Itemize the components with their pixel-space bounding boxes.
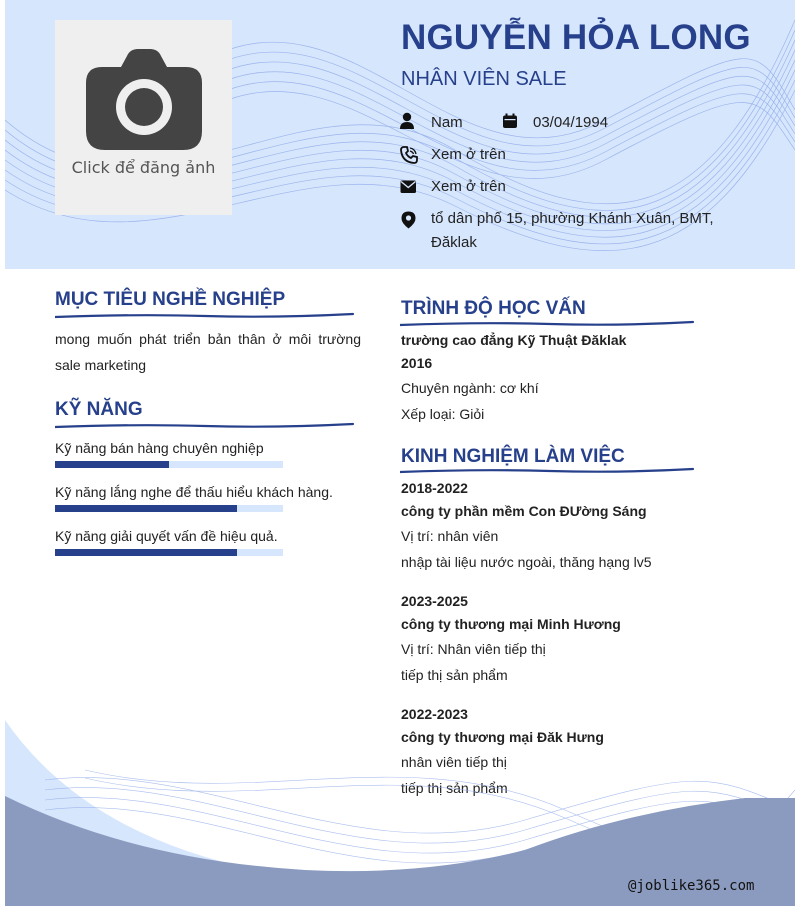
experience-desc: tiếp thị sản phẩm	[401, 780, 508, 796]
experience-role: Vị trí: nhân viên	[401, 528, 499, 544]
experience-period: 2023-2025	[401, 593, 468, 609]
skills-title: KỸ NĂNG	[55, 399, 143, 420]
experience-desc: nhập tài liệu nước ngoài, thăng hạng lv5	[401, 554, 652, 570]
watermark-text: @joblike365.com	[628, 878, 755, 894]
envelope-icon	[400, 180, 417, 194]
photo-upload-label: Click để đăng ảnh	[71, 158, 216, 177]
experience-role: Vị trí: Nhân viên tiếp thị	[401, 641, 546, 657]
footer-waves	[5, 700, 795, 906]
experience-desc: tiếp thị sản phẩm	[401, 667, 508, 683]
objective-title: MỤC TIÊU NGHỀ NGHIỆP	[55, 289, 286, 310]
objective-underline	[55, 312, 355, 320]
experience-title: KINH NGHIỆM LÀM VIỆC	[401, 446, 625, 467]
user-icon	[400, 112, 416, 130]
footer-background	[5, 700, 795, 906]
candidate-name: NGUYỄN HỎA LONG	[401, 18, 751, 57]
birthdate-value: 03/04/1994	[533, 114, 609, 131]
camera-icon	[55, 20, 232, 215]
experience-company: công ty thương mại Đăk Hưng	[401, 729, 604, 745]
location-pin-icon	[401, 211, 416, 229]
calendar-icon	[502, 113, 518, 129]
phone-value: Xem ở trên	[431, 146, 506, 163]
objective-text: mong muốn phát triển bản thân ở môi trường sale marketing	[55, 331, 361, 373]
experience-role: nhân viên tiếp thị	[401, 754, 507, 770]
gender-value: Nam	[431, 114, 463, 131]
skill-name: Kỹ năng lắng nghe để thấu hiểu khách hàng.	[55, 484, 333, 500]
phone-icon	[400, 146, 418, 164]
experience-company: công ty thương mại Minh Hương	[401, 616, 621, 632]
education-year: 2016	[401, 355, 433, 371]
skill-name: Kỹ năng giải quyết vấn đề hiệu quả.	[55, 528, 278, 544]
education-major: Chuyên ngành: cơ khí	[401, 380, 539, 396]
skill-name: Kỹ năng bán hàng chuyên nghiệp	[55, 440, 264, 456]
skill-bar	[55, 461, 283, 468]
skill-bar	[55, 505, 283, 512]
email-value: Xem ở trên	[431, 178, 506, 195]
experience-company: công ty phần mềm Con ĐƯờng Sáng	[401, 503, 647, 519]
skill-bar-fill	[55, 549, 237, 556]
address-value: tổ dân phố 15, phường Khánh Xuân, BMT, Đăklak	[431, 210, 714, 251]
skills-underline	[55, 422, 355, 430]
skill-bar	[55, 549, 283, 556]
education-school: trường cao đẳng Kỹ Thuật Đăklak	[401, 332, 627, 348]
education-title: TRÌNH ĐỘ HỌC VẤN	[401, 298, 586, 319]
candidate-position: NHÂN VIÊN SALE	[401, 68, 567, 90]
skill-bar-fill	[55, 461, 169, 468]
skill-bar-fill	[55, 505, 237, 512]
profile-photo-placeholder[interactable]	[55, 20, 232, 215]
experience-period: 2018-2022	[401, 480, 468, 496]
education-grade: Xếp loại: Giỏi	[401, 406, 485, 422]
experience-period: 2022-2023	[401, 706, 468, 722]
experience-underline	[400, 467, 696, 475]
